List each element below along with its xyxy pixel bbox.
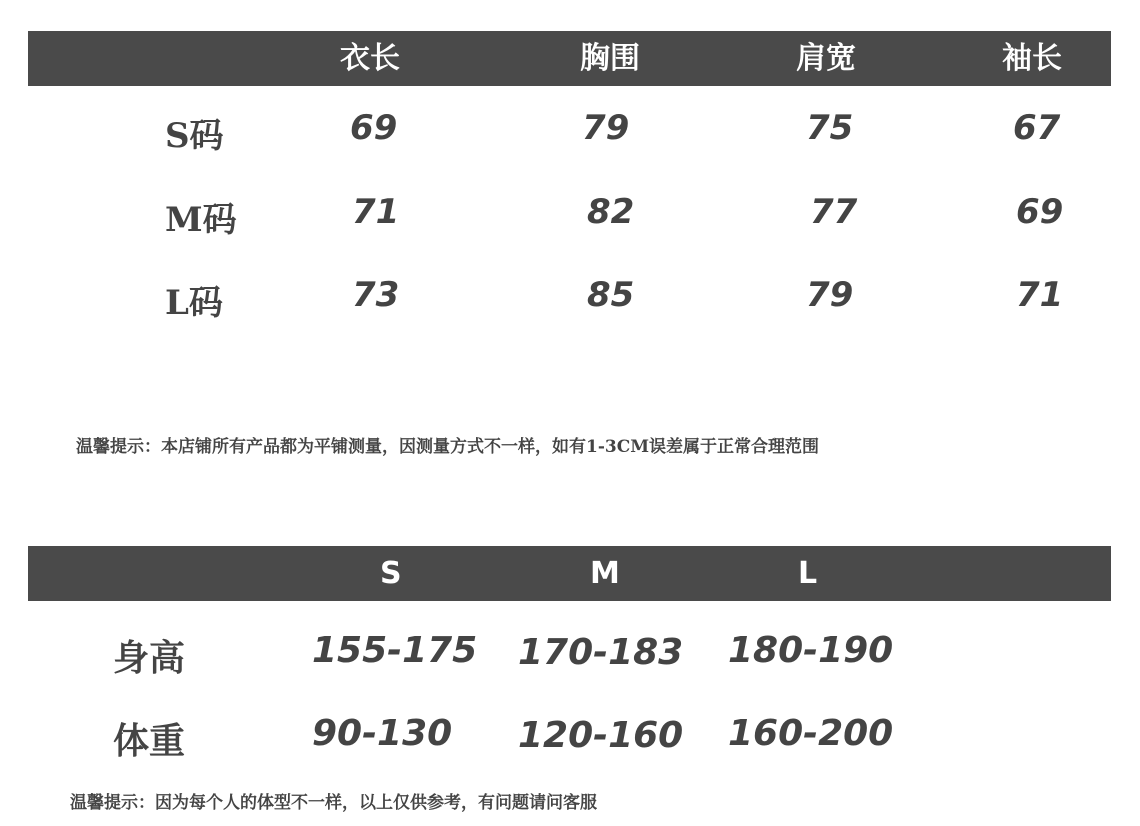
chest-value: 85 bbox=[587, 275, 635, 315]
sleeve-value: 69 bbox=[1016, 192, 1064, 232]
weight-m: 120-160 bbox=[518, 715, 684, 756]
chest-value: 82 bbox=[587, 192, 635, 232]
height-s: 155-175 bbox=[312, 630, 478, 671]
header-size-s: S bbox=[380, 556, 402, 591]
header-size-l: L bbox=[798, 556, 818, 591]
size-table-header-bar bbox=[28, 31, 1111, 86]
shoulder-value: 75 bbox=[806, 108, 854, 148]
reference-note: 温馨提示：因为每个人的体型不一样，以上仅供参考，有问题请问客服 bbox=[70, 793, 597, 813]
shoulder-value: 79 bbox=[806, 275, 854, 315]
length-value: 71 bbox=[352, 192, 400, 232]
length-value: 69 bbox=[350, 108, 398, 148]
header-length: 衣长 bbox=[340, 41, 400, 76]
weight-label: 体重 bbox=[113, 720, 186, 762]
height-m: 170-183 bbox=[518, 632, 684, 673]
length-value: 73 bbox=[352, 275, 400, 315]
height-label: 身高 bbox=[113, 637, 186, 679]
sleeve-value: 71 bbox=[1016, 275, 1064, 315]
size-label: M码 bbox=[165, 200, 237, 240]
height-l: 180-190 bbox=[728, 630, 894, 671]
measurement-note: 温馨提示：本店铺所有产品都为平铺测量，因测量方式不一样，如有1-3CM误差属于正常合理范围 bbox=[76, 437, 820, 457]
weight-l: 160-200 bbox=[728, 713, 894, 754]
weight-s: 90-130 bbox=[312, 713, 453, 754]
header-sleeve: 袖长 bbox=[1002, 41, 1062, 76]
size-label: S码 bbox=[165, 116, 224, 156]
chest-value: 79 bbox=[582, 108, 630, 148]
header-size-m: M bbox=[590, 556, 620, 591]
header-chest: 胸围 bbox=[580, 41, 640, 76]
header-shoulder: 肩宽 bbox=[796, 41, 856, 76]
size-label: L码 bbox=[165, 283, 223, 323]
shoulder-value: 77 bbox=[810, 192, 858, 232]
sleeve-value: 67 bbox=[1013, 108, 1061, 148]
recommend-table-header-bar bbox=[28, 546, 1111, 601]
